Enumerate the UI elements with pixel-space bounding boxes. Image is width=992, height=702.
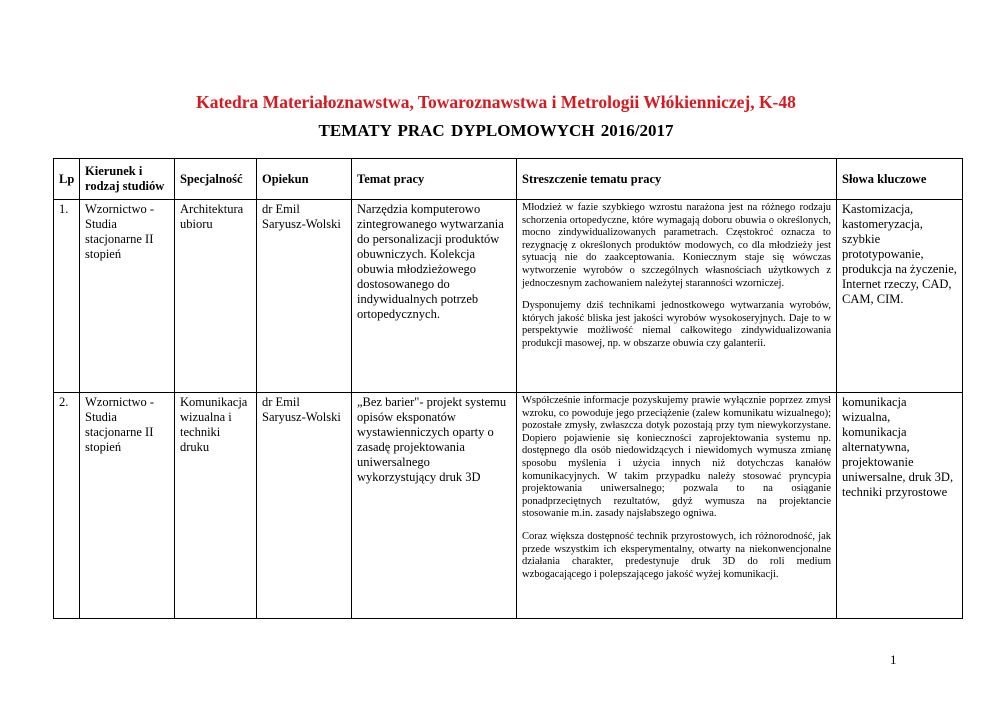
summary-paragraph: Młodzież w fazie szybkiego wzrostu narażona jest na różnego rodzaju schorzenia ortopedyczne, które wymagają doboru obuwia o określonych, mocno zindywidualizowanych parametrach. Częstokroć oznacza to rezygnację z określonych produktów modowych, co dla młodzieży jest sytuacją nie do zaakceptowania. Koniecznym staje się wówczas wytworzenie wyrobów o szczególnych własnościach użytkowych z jednoczesnym zachowaniem należytej staranności wzorniczej. (522, 202, 831, 289)
table-row (54, 200, 963, 393)
cell-temat: Narzędzia komputerowo zintegrowanego wytwarzania do personalizacji produktów obuwniczych. Kolekcja obuwia młodzieżowego dostosowanego do indywidualnych potrzeb ortopedycznych. (352, 200, 517, 393)
column-header-opiekun: Opiekun (257, 159, 352, 200)
cell-opiekun: dr Emil Saryusz-Wolski (257, 200, 352, 393)
department-title: Katedra Materiałoznawstwa, Towaroznawstwa i Metrologii Włókienniczej, K-48 (196, 92, 796, 112)
document-title: TEMATY PRAC DYPLOMOWYCH 2016/2017 (318, 121, 674, 140)
table-row (54, 393, 963, 619)
cell-lp: 2. (54, 393, 80, 619)
cell-kierunek: Wzornictwo - Studia stacjonarne II stopień (80, 393, 175, 619)
summary-paragraph: Coraz większa dostępność technik przyrostowych, ich różnorodność, jak przede wszystkim ich eksperymentalny, otwarty na niekonwencjonalne działania charakter, predestynuje druk 3D do roli medium wzbogacającego i polepszającego jakość wyżej komunikacji. (522, 530, 831, 580)
cell-temat: „Bez barier"- projekt systemu opisów eksponatów wystawienniczych oparty o zasadę projektowania uniwersalnego wykorzystujący druk 3D (352, 393, 517, 619)
column-header-lp: Lp (54, 159, 80, 200)
column-header-slowa: Słowa kluczowe (837, 159, 963, 200)
column-header-temat: Temat pracy (352, 159, 517, 200)
table-header-row (54, 159, 963, 200)
cell-opiekun: dr Emil Saryusz-Wolski (257, 393, 352, 619)
cell-kierunek: Wzornictwo - Studia stacjonarne II stopień (80, 200, 175, 393)
thesis-topics-table (53, 158, 963, 619)
page-number: 1 (890, 652, 897, 667)
cell-specjalnosc: Architektura ubioru (175, 200, 257, 393)
cell-specjalnosc: Komunikacja wizualna i techniki druku (175, 393, 257, 619)
summary-paragraph: Dysponujemy dziś technikami jednostkowego wytwarzania wyrobów, których jakość bliska jest jakości wyrobów wysokoseryjnych. Daje to w perspektywie możliwość niemal całkowitego zindywidualizowania produkcji masowej, np. w obszarze obuwia czy galanterii. (522, 300, 831, 349)
column-header-specjalnosc: Specjalność (175, 159, 257, 200)
cell-streszczenie (517, 393, 837, 619)
summary-paragraph: Współcześnie informacje pozyskujemy prawie wyłącznie poprzez zmysł wzroku, co powoduje jego przeciążenie (zalew komunikatu wizualnego); pozostałe zmysły, zwłaszcza dotyk pozostają przy tym niewykorzystane. Dopiero pojawienie się konieczności zaprojektowania systemu np. dostępnego dla osób niedowidzących i niewidomych wymusza zmianę sposobu myślenia i użycia innych niż dotychczas kanałów komunikacyjnych. W takim przypadku należy stosować pryncypia projektowania uniwersalnego; pozwala to na osiąganie ponadprzeciętnych rezultatów, gdyż wymusza na projektancie stosowanie m.in. zasady najsłabszego ogniwa. (522, 395, 831, 520)
cell-slowa-kluczowe: Kastomizacja, kastomeryzacja, szybkie prototypowanie, produkcja na życzenie, Internet rzeczy, CAD, CAM, CIM. (837, 200, 963, 393)
cell-lp: 1. (54, 200, 80, 393)
column-header-streszczenie: Streszczenie tematu pracy (517, 159, 837, 200)
column-header-kierunek: Kierunek i rodzaj studiów (80, 159, 175, 200)
cell-streszczenie (517, 200, 837, 393)
cell-slowa-kluczowe: komunikacja wizualna, komunikacja alternatywna, projektowanie uniwersalne, druk 3D, techniki przyrostowe (837, 393, 963, 619)
